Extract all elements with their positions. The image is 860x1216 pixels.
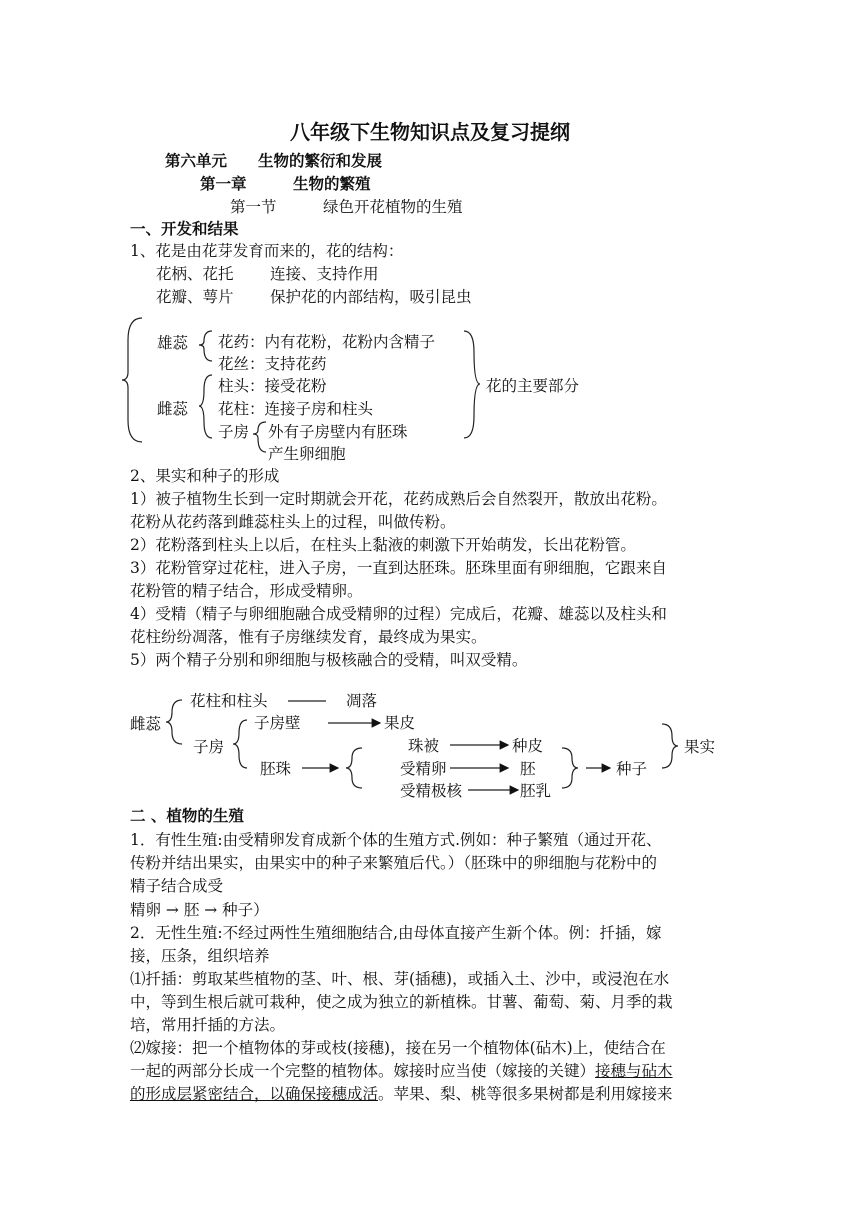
paragraph-line: 接，压条，组织培养: [130, 947, 270, 965]
heading-1: 一、开发和结果: [130, 219, 239, 238]
diag-ovule: 胚珠: [260, 760, 292, 778]
pistil-item: 柱头：接受花粉: [218, 377, 327, 395]
unit-heading: 第六单元 生物的繁衍和发展: [165, 151, 383, 170]
pistil-item: 子房: [218, 423, 250, 441]
paragraph-line: 1）被子植物生长到一定时期就会开花，花药成熟后会自然裂开，散放出花粉。: [130, 490, 667, 508]
paragraph-line: 2）花粉落到柱头上以后，在柱头上黏液的刺激下开始萌发，长出花粉管。: [130, 536, 636, 554]
flower-part: 花瓣、萼片: [156, 288, 234, 306]
diag-endosperm: 胚乳: [520, 782, 552, 800]
graft-text: 。苹果、梨、桃等很多果树都是利用嫁接来: [378, 1085, 673, 1103]
stamen-item: 花药：内有花粉，花粉内含精子: [218, 333, 436, 351]
stamen-label: 雄蕊: [157, 334, 189, 352]
paragraph-line: 3）花粉管穿过花柱，进入子房，一直到达胚珠。胚珠里面有卵细胞，它跟来自: [130, 559, 667, 577]
heading-2: 二 、植物的生殖: [130, 806, 244, 825]
paragraph-line: 中，等到生根后就可栽种，使之成为独立的新植株。甘薯、葡萄、菊、月季的栽: [130, 993, 673, 1011]
graft-text: 一起的两部分长成一个完整的植物体。嫁接时应当使（嫁接的关键）: [130, 1062, 596, 1080]
paragraph-line: 花粉从花药落到雌蕊柱头上的过程，叫做传粉。: [130, 513, 456, 531]
diag-embryo: 胚: [520, 760, 536, 778]
paragraph-line: [130, 1083, 673, 1105]
diag-pistil: 雌蕊: [130, 715, 162, 733]
ovary-item: 产生卵细胞: [268, 445, 346, 463]
diag-style-stigma: 花柱和柱头: [190, 692, 268, 710]
paragraph-line: 花柱纷纷凋落，惟有子房继续发育，最终成为果实。: [130, 628, 487, 646]
paragraph-line: 1．有性生殖:由受精卵发育成新个体的生殖方式.例如：种子繁殖（通过开花、: [130, 831, 662, 849]
paragraph-line: 精子结合成受: [130, 877, 224, 895]
pistil-label: 雌蕊: [157, 400, 189, 418]
chapter-heading: 第一章 生物的繁殖: [200, 174, 371, 193]
paragraph-line: [130, 1060, 673, 1082]
pistil-item: 花柱：连接子房和柱头: [218, 400, 374, 418]
diag-seed: 种子: [616, 760, 648, 778]
flower-part: 花柄、花托: [156, 265, 234, 283]
paragraph-line: ⑵嫁接：把一个植物体的芽或枝(接穗)，接在另一个植物体(砧木)上，使结合在: [130, 1039, 666, 1057]
paragraph-line: 2．无性生殖:不经过两性生殖细胞结合,由母体直接产生新个体。例：扦插，嫁: [130, 924, 662, 942]
diag-ovary-wall: 子房壁: [254, 714, 301, 732]
diag-seed-coat: 种皮: [512, 737, 544, 755]
diag-zygote: 受精卵: [400, 760, 447, 778]
diag-fruit: 果实: [684, 738, 716, 756]
flower-desc: 保护花的内部结构，吸引昆虫: [270, 288, 472, 306]
flower-desc: 连接、支持作用: [270, 265, 379, 283]
paragraph-line: 5）两个精子分别和卵细胞与极核融合的受精，叫双受精。: [130, 651, 528, 669]
page-title: 八年级下生物知识点及复习提纲: [290, 120, 570, 144]
paragraph-line: 花粉管的精子结合，形成受精卵。: [130, 582, 363, 600]
stamen-item: 花丝：支持花药: [218, 355, 327, 373]
ovary-item: 外有子房壁内有胚珠: [268, 423, 408, 441]
graft-key-underline: 的形成层紧密结合，以确保接穗成活: [130, 1085, 379, 1103]
para-flower-structure: 1、花是由花芽发育而来的，花的结构：: [130, 242, 404, 260]
section-heading: 第一节 绿色开花植物的生殖: [230, 198, 463, 216]
para-fruit-seed: 2、果实和种子的形成: [130, 467, 280, 485]
diag-wither: 凋落: [346, 692, 378, 710]
paragraph-line: 4）受精（精子与卵细胞融合成受精卵的过程）完成后，花瓣、雄蕊以及柱头和: [130, 605, 667, 623]
diag-polar-nuclei: 受精极核: [400, 782, 463, 800]
graft-key-underline: 接穗与砧木: [595, 1062, 673, 1080]
paragraph-line: 培，常用扦插的方法。: [130, 1016, 286, 1034]
diag-ovary: 子房: [193, 738, 225, 756]
paragraph-line: 传粉并结出果实，由果实中的种子来繁殖后代。）（胚珠中的卵细胞与花粉中的: [130, 854, 658, 872]
main-part-label: 花的主要部分: [486, 377, 580, 395]
paragraph-line: 精卵 → 胚 → 种子）: [130, 901, 269, 919]
diag-pericarp: 果皮: [384, 714, 416, 732]
paragraph-line: ⑴扦插：剪取某些植物的茎、叶、根、芽(插穗)，或插入土、沙中，或浸泡在水: [130, 970, 670, 988]
diag-integument: 珠被: [408, 737, 440, 755]
